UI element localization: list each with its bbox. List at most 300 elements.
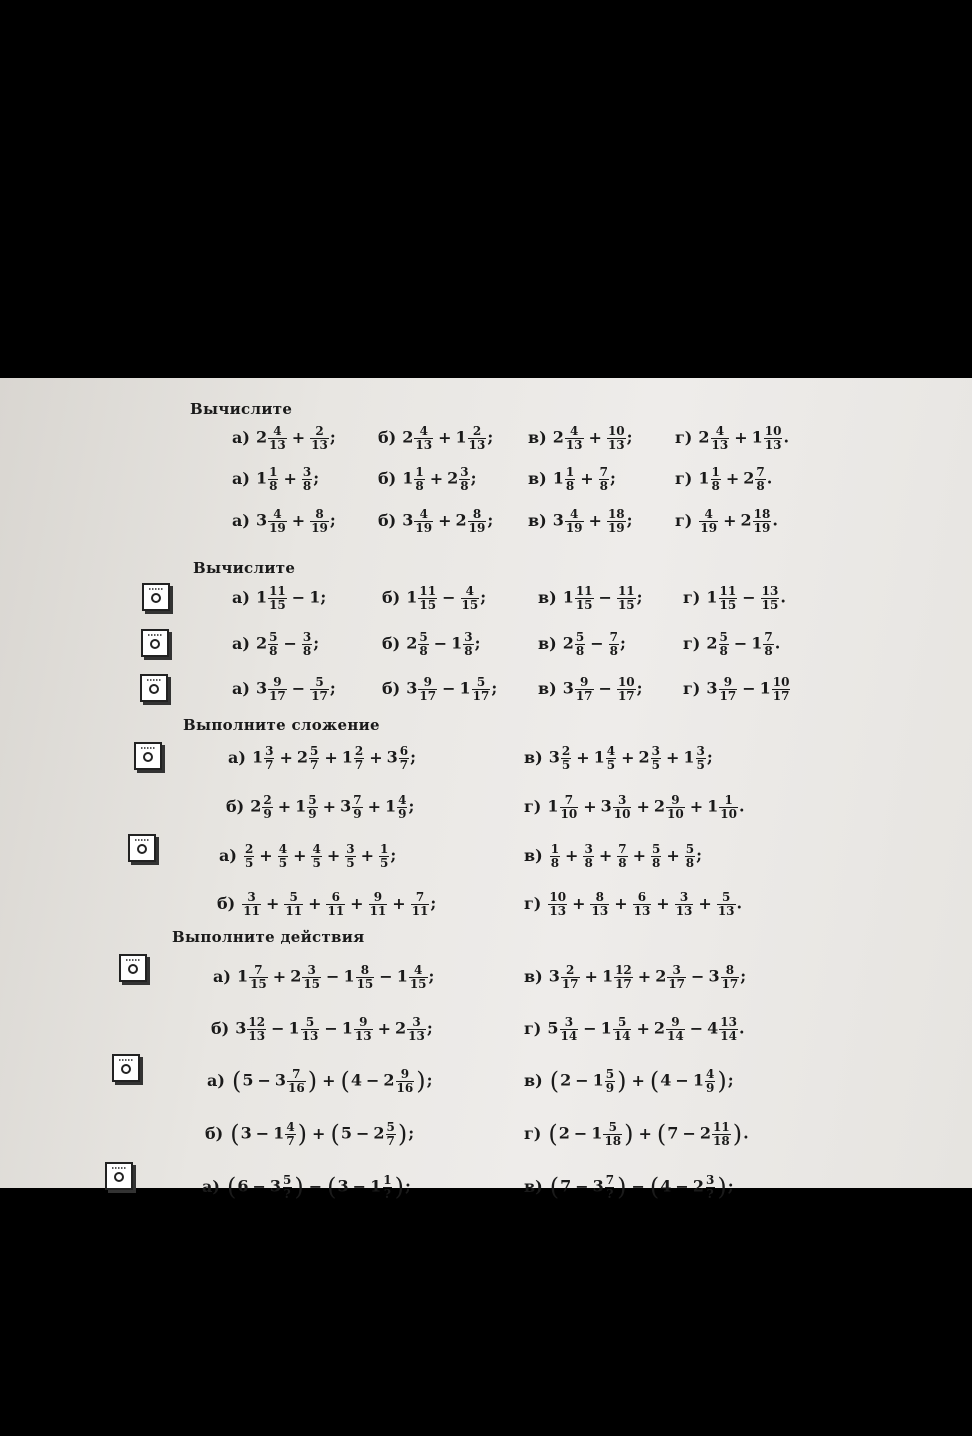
punctuation: ; xyxy=(404,1176,411,1196)
fraction xyxy=(560,1016,579,1042)
denominator: 13 xyxy=(717,903,735,918)
exercise-label: г) xyxy=(675,510,693,530)
whole-part: 2 xyxy=(402,427,414,447)
fraction xyxy=(583,843,593,869)
fraction xyxy=(354,745,364,771)
denominator: 15 xyxy=(269,597,286,612)
fraction xyxy=(310,425,329,451)
operator: − xyxy=(691,966,705,986)
whole-part: 1 xyxy=(402,468,414,488)
whole-part: 3 xyxy=(235,1018,247,1038)
exercise-label: б) xyxy=(382,587,401,607)
punctuation: ; xyxy=(487,427,494,447)
numerator: 5 xyxy=(685,842,695,856)
denominator: 17 xyxy=(419,688,437,703)
operator: + xyxy=(583,796,597,816)
fraction xyxy=(463,631,473,657)
numerator: 10 xyxy=(764,424,782,438)
fraction xyxy=(472,676,491,702)
numerator: 4 xyxy=(606,744,616,758)
fraction xyxy=(603,1121,622,1147)
exercise-label: в) xyxy=(524,747,543,767)
fraction xyxy=(764,425,783,451)
whole-part: 3 xyxy=(269,1176,281,1196)
numerator: 4 xyxy=(419,424,428,438)
denominator: 8 xyxy=(618,855,627,870)
denominator: 15 xyxy=(761,597,779,612)
fraction xyxy=(414,425,433,451)
denominator: 15 xyxy=(419,597,437,612)
whole-part: 2 xyxy=(455,510,467,530)
denominator: 19 xyxy=(607,520,625,535)
numerator: 7 xyxy=(756,465,765,479)
whole-part: 5 xyxy=(547,1018,559,1038)
fraction xyxy=(613,794,632,820)
fraction xyxy=(302,466,312,492)
numerator: 8 xyxy=(315,507,324,521)
whole-part: 3 xyxy=(562,678,574,698)
denominator: 15 xyxy=(575,597,593,612)
denominator: 17 xyxy=(668,976,686,991)
exercise xyxy=(528,425,633,451)
punctuation: ; xyxy=(430,893,437,913)
denominator: 13 xyxy=(415,437,433,452)
operator: + xyxy=(656,893,670,913)
section-heading-4: Выполните действия xyxy=(172,928,365,946)
operator: − xyxy=(433,633,448,653)
operator: − xyxy=(291,678,306,698)
numerator: 7 xyxy=(605,1173,615,1187)
whole-part: 3 xyxy=(386,747,398,767)
denominator: ? xyxy=(706,1186,714,1201)
denominator: 15 xyxy=(719,597,737,612)
fraction xyxy=(721,964,740,990)
fraction xyxy=(719,1016,738,1042)
whole-part: 2 xyxy=(653,1018,666,1038)
whole-part: 1 xyxy=(459,678,471,698)
fraction xyxy=(268,585,287,611)
fraction xyxy=(711,466,721,492)
fraction xyxy=(705,1068,715,1094)
operator: + xyxy=(666,747,680,767)
fraction xyxy=(666,794,685,820)
numerator: 9 xyxy=(671,793,680,807)
denominator: 17 xyxy=(719,688,737,703)
denominator: 8 xyxy=(711,478,720,493)
fraction xyxy=(613,1016,632,1042)
operator: − xyxy=(326,966,340,986)
exercise-label: в) xyxy=(538,633,557,653)
fraction xyxy=(249,964,268,990)
operator: − xyxy=(598,678,612,698)
notepad-icon xyxy=(119,954,147,982)
integer: 7 xyxy=(667,1123,679,1143)
exercise xyxy=(524,891,742,917)
fraction xyxy=(719,794,738,820)
numerator: 5 xyxy=(269,630,278,644)
punctuation: ; xyxy=(470,468,477,488)
numerator: 18 xyxy=(753,507,771,521)
fraction xyxy=(560,794,579,820)
operator: + xyxy=(279,747,293,767)
denominator: 17 xyxy=(721,976,739,991)
operator: − xyxy=(291,587,306,607)
whole-part: 1 xyxy=(593,747,605,767)
fraction xyxy=(310,508,329,534)
operator: − xyxy=(352,1176,367,1196)
exercise xyxy=(524,1121,749,1147)
whole-part: 1 xyxy=(273,1123,285,1143)
numerator: 2 xyxy=(561,744,571,758)
denominator: 5 xyxy=(312,855,321,870)
numerator: 4 xyxy=(312,842,321,856)
denominator: 17 xyxy=(615,976,632,991)
whole-part: 1 xyxy=(600,1018,612,1038)
integer: 2 xyxy=(558,1123,570,1143)
whole-part: 1 xyxy=(692,1070,704,1090)
operator: − xyxy=(355,1123,370,1143)
fraction xyxy=(268,466,278,492)
operator: + xyxy=(277,796,292,816)
whole-part: 3 xyxy=(706,678,718,698)
numerator: 4 xyxy=(715,424,725,438)
numerator: 3 xyxy=(302,630,312,644)
exercise-label: а) xyxy=(232,468,250,488)
exercise-label: а) xyxy=(232,427,250,447)
denominator: 9 xyxy=(263,806,272,821)
numerator: 12 xyxy=(248,1015,266,1029)
denominator: 7 xyxy=(286,1133,295,1148)
parenthesis: ) xyxy=(717,1067,727,1096)
punctuation: ; xyxy=(619,633,626,653)
denominator: 8 xyxy=(575,643,585,658)
numerator: 8 xyxy=(472,507,482,521)
integer: 3 xyxy=(337,1176,349,1196)
numerator: 5 xyxy=(386,1120,395,1134)
exercise-label: а) xyxy=(232,633,250,653)
numerator: 4 xyxy=(465,584,475,598)
exercise-label: б) xyxy=(378,510,397,530)
numerator: 11 xyxy=(575,584,593,598)
numerator: 1 xyxy=(565,465,575,479)
numerator: 3 xyxy=(705,1173,715,1187)
operator: + xyxy=(291,427,306,447)
denominator: 13 xyxy=(248,1028,266,1043)
numerator: 1 xyxy=(383,1173,392,1187)
denominator: 5 xyxy=(278,855,288,870)
punctuation: ; xyxy=(313,468,320,488)
punctuation: ; xyxy=(727,1070,734,1090)
notepad-icon xyxy=(141,629,169,657)
operator: + xyxy=(588,427,602,447)
exercise-label: г) xyxy=(675,427,693,447)
whole-part: 2 xyxy=(383,1070,395,1090)
notepad-icon xyxy=(105,1162,133,1190)
numerator: 3 xyxy=(346,842,355,856)
parenthesis: ( xyxy=(327,1173,337,1202)
whole-part: 1 xyxy=(295,796,307,816)
numerator: 3 xyxy=(679,890,689,904)
operator: − xyxy=(283,633,297,653)
denominator: 14 xyxy=(667,1028,684,1043)
whole-part: 2 xyxy=(290,966,302,986)
fraction xyxy=(411,891,430,917)
whole-part: 1 xyxy=(396,966,408,986)
whole-part: 1 xyxy=(341,747,353,767)
whole-part: 1 xyxy=(751,427,763,447)
exercise-label: г) xyxy=(524,893,542,913)
denominator: 17 xyxy=(561,976,579,991)
whole-part: 1 xyxy=(384,796,397,816)
numerator: 11 xyxy=(617,584,635,598)
exercise-label: г) xyxy=(683,678,701,698)
denominator: 5 xyxy=(651,757,660,772)
operator: + xyxy=(584,966,598,986)
denominator: 17 xyxy=(472,688,490,703)
fraction xyxy=(414,508,433,534)
exercise xyxy=(378,466,477,492)
parenthesis: ( xyxy=(230,1120,240,1149)
exercise xyxy=(219,843,396,869)
notepad-icon xyxy=(142,583,170,611)
punctuation: . xyxy=(738,1018,745,1038)
exercise-label: б) xyxy=(205,1123,224,1143)
parenthesis: ) xyxy=(732,1120,743,1149)
whole-part: 3 xyxy=(255,678,268,698)
operator: + xyxy=(637,966,652,986)
fraction xyxy=(606,745,616,771)
fraction xyxy=(667,964,686,990)
denominator: 17 xyxy=(772,688,790,703)
numerator: 10 xyxy=(607,424,625,438)
exercise xyxy=(232,631,319,657)
fraction xyxy=(287,1068,306,1094)
fraction xyxy=(345,843,355,869)
operator: − xyxy=(575,1176,589,1196)
exercise xyxy=(524,745,713,771)
operator: − xyxy=(733,633,748,653)
exercise-label: г) xyxy=(524,1123,542,1143)
denominator: 11 xyxy=(327,903,345,918)
denominator: 15 xyxy=(617,597,635,612)
numerator: 11 xyxy=(419,584,437,598)
operator: + xyxy=(636,1018,650,1038)
fraction xyxy=(268,631,278,657)
fraction xyxy=(311,843,321,869)
fraction xyxy=(382,1174,392,1200)
denominator: 8 xyxy=(550,855,560,870)
punctuation: ; xyxy=(408,1123,415,1143)
numerator: 4 xyxy=(705,1067,715,1081)
exercise-label: г) xyxy=(683,587,701,607)
operator: + xyxy=(360,845,374,865)
operator: + xyxy=(283,468,297,488)
exercise-label: а) xyxy=(232,510,250,530)
numerator: 3 xyxy=(307,963,316,977)
denominator: 11 xyxy=(243,903,260,918)
whole-part: 3 xyxy=(274,1070,286,1090)
exercise xyxy=(524,794,745,820)
numerator: 3 xyxy=(464,630,473,644)
exercise-label: б) xyxy=(226,796,245,816)
operator: − xyxy=(257,1070,271,1090)
whole-part: 2 xyxy=(552,427,564,447)
numerator: 12 xyxy=(615,963,632,977)
punctuation: ; xyxy=(480,587,487,607)
exercise-label: г) xyxy=(675,468,693,488)
parenthesis: ( xyxy=(649,1067,660,1096)
whole-part: 1 xyxy=(706,587,718,607)
fraction xyxy=(268,508,287,534)
fraction xyxy=(242,891,261,917)
denominator: 17 xyxy=(617,688,635,703)
denominator: 8 xyxy=(415,478,424,493)
fraction xyxy=(414,466,424,492)
operator: − xyxy=(252,1176,266,1196)
denominator: 8 xyxy=(419,643,428,658)
fraction xyxy=(301,1016,320,1042)
denominator: 13 xyxy=(565,437,583,452)
exercise xyxy=(226,794,414,820)
punctuation: ; xyxy=(426,1018,433,1038)
denominator: 13 xyxy=(607,437,625,452)
exercise-label: в) xyxy=(524,1070,543,1090)
notepad-icon xyxy=(128,834,156,862)
numerator: 3 xyxy=(617,793,627,807)
denominator: 13 xyxy=(269,437,286,452)
parenthesis: ) xyxy=(617,1173,627,1202)
fraction xyxy=(264,745,274,771)
numerator: 1 xyxy=(415,465,424,479)
operator: + xyxy=(272,966,287,986)
numerator: 9 xyxy=(723,675,733,689)
denominator: 7 xyxy=(354,757,364,772)
fraction xyxy=(717,891,736,917)
numerator: 4 xyxy=(419,507,428,521)
operator: + xyxy=(631,1070,645,1090)
operator: + xyxy=(580,468,594,488)
punctuation: ; xyxy=(428,966,435,986)
operator: − xyxy=(442,678,456,698)
whole-part: 3 xyxy=(548,966,560,986)
punctuation: ; xyxy=(474,633,481,653)
denominator: 13 xyxy=(764,437,782,452)
denominator: 9 xyxy=(705,1080,715,1095)
exercise-label: б) xyxy=(378,427,397,447)
exercise xyxy=(675,508,778,534)
operator: − xyxy=(675,1070,689,1090)
numerator: 4 xyxy=(278,842,288,856)
punctuation: . xyxy=(780,587,786,607)
denominator: 8 xyxy=(599,478,608,493)
operator: + xyxy=(369,747,383,767)
exercise xyxy=(524,1068,734,1094)
fraction xyxy=(711,425,730,451)
denominator: 8 xyxy=(764,643,773,658)
exercise-label: б) xyxy=(382,633,401,653)
parenthesis: ( xyxy=(231,1067,242,1096)
exercise xyxy=(232,466,319,492)
punctuation: ; xyxy=(487,510,494,530)
fraction xyxy=(302,964,321,990)
numerator: 2 xyxy=(244,842,254,856)
whole-part: 1 xyxy=(255,468,268,488)
numerator: 5 xyxy=(651,842,661,856)
denominator: 15 xyxy=(461,597,479,612)
parenthesis: ) xyxy=(297,1120,308,1149)
punctuation: ; xyxy=(426,1070,433,1090)
denominator: 5 xyxy=(244,855,254,870)
exercise-label: в) xyxy=(538,678,557,698)
numerator: 4 xyxy=(273,424,282,438)
fraction xyxy=(599,466,609,492)
fraction xyxy=(565,425,584,451)
operator: + xyxy=(322,1070,336,1090)
fraction xyxy=(356,964,375,990)
whole-part: 3 xyxy=(600,796,612,816)
operator: − xyxy=(583,1018,597,1038)
denominator: 13 xyxy=(468,437,486,452)
fraction xyxy=(278,843,288,869)
operator: − xyxy=(255,1123,270,1143)
operator: + xyxy=(689,796,704,816)
section-heading-1: Вычислите xyxy=(190,400,293,418)
denominator: 8 xyxy=(565,478,575,493)
numerator: 1 xyxy=(550,842,560,856)
denominator: ? xyxy=(383,1186,391,1201)
numerator: 4 xyxy=(273,507,282,521)
fraction xyxy=(617,676,636,702)
denominator: 13 xyxy=(408,1028,425,1043)
exercise-label: б) xyxy=(382,678,401,698)
exercise xyxy=(382,585,486,611)
denominator: 18 xyxy=(712,1133,730,1148)
operator: − xyxy=(379,966,393,986)
numerator: 3 xyxy=(460,465,469,479)
operator: + xyxy=(312,1123,326,1143)
integer: 3 xyxy=(240,1123,252,1143)
exercise-label: а) xyxy=(207,1070,225,1090)
denominator: 8 xyxy=(756,478,765,493)
numerator: 7 xyxy=(254,963,263,977)
operator: + xyxy=(438,510,452,530)
whole-part: 2 xyxy=(698,427,710,447)
operator: − xyxy=(271,1018,285,1038)
whole-part: 1 xyxy=(255,587,268,607)
fraction xyxy=(369,891,388,917)
exercise xyxy=(683,585,786,611)
fraction xyxy=(326,891,345,917)
denominator: 19 xyxy=(753,520,771,535)
whole-part: 1 xyxy=(370,1176,382,1196)
fraction xyxy=(386,1121,396,1147)
operator: + xyxy=(666,845,680,865)
whole-part: 1 xyxy=(552,468,564,488)
operator: + xyxy=(572,893,586,913)
fraction xyxy=(607,508,626,534)
whole-part: 2 xyxy=(699,1123,711,1143)
operator: + xyxy=(308,893,322,913)
fraction xyxy=(607,425,626,451)
denominator: 13 xyxy=(711,437,729,452)
whole-part: 2 xyxy=(296,747,308,767)
numerator: 3 xyxy=(696,744,705,758)
parenthesis: ) xyxy=(624,1120,634,1149)
fraction xyxy=(407,1016,426,1042)
denominator: ? xyxy=(283,1186,291,1201)
fraction xyxy=(461,585,480,611)
numerator: 4 xyxy=(286,1120,295,1134)
